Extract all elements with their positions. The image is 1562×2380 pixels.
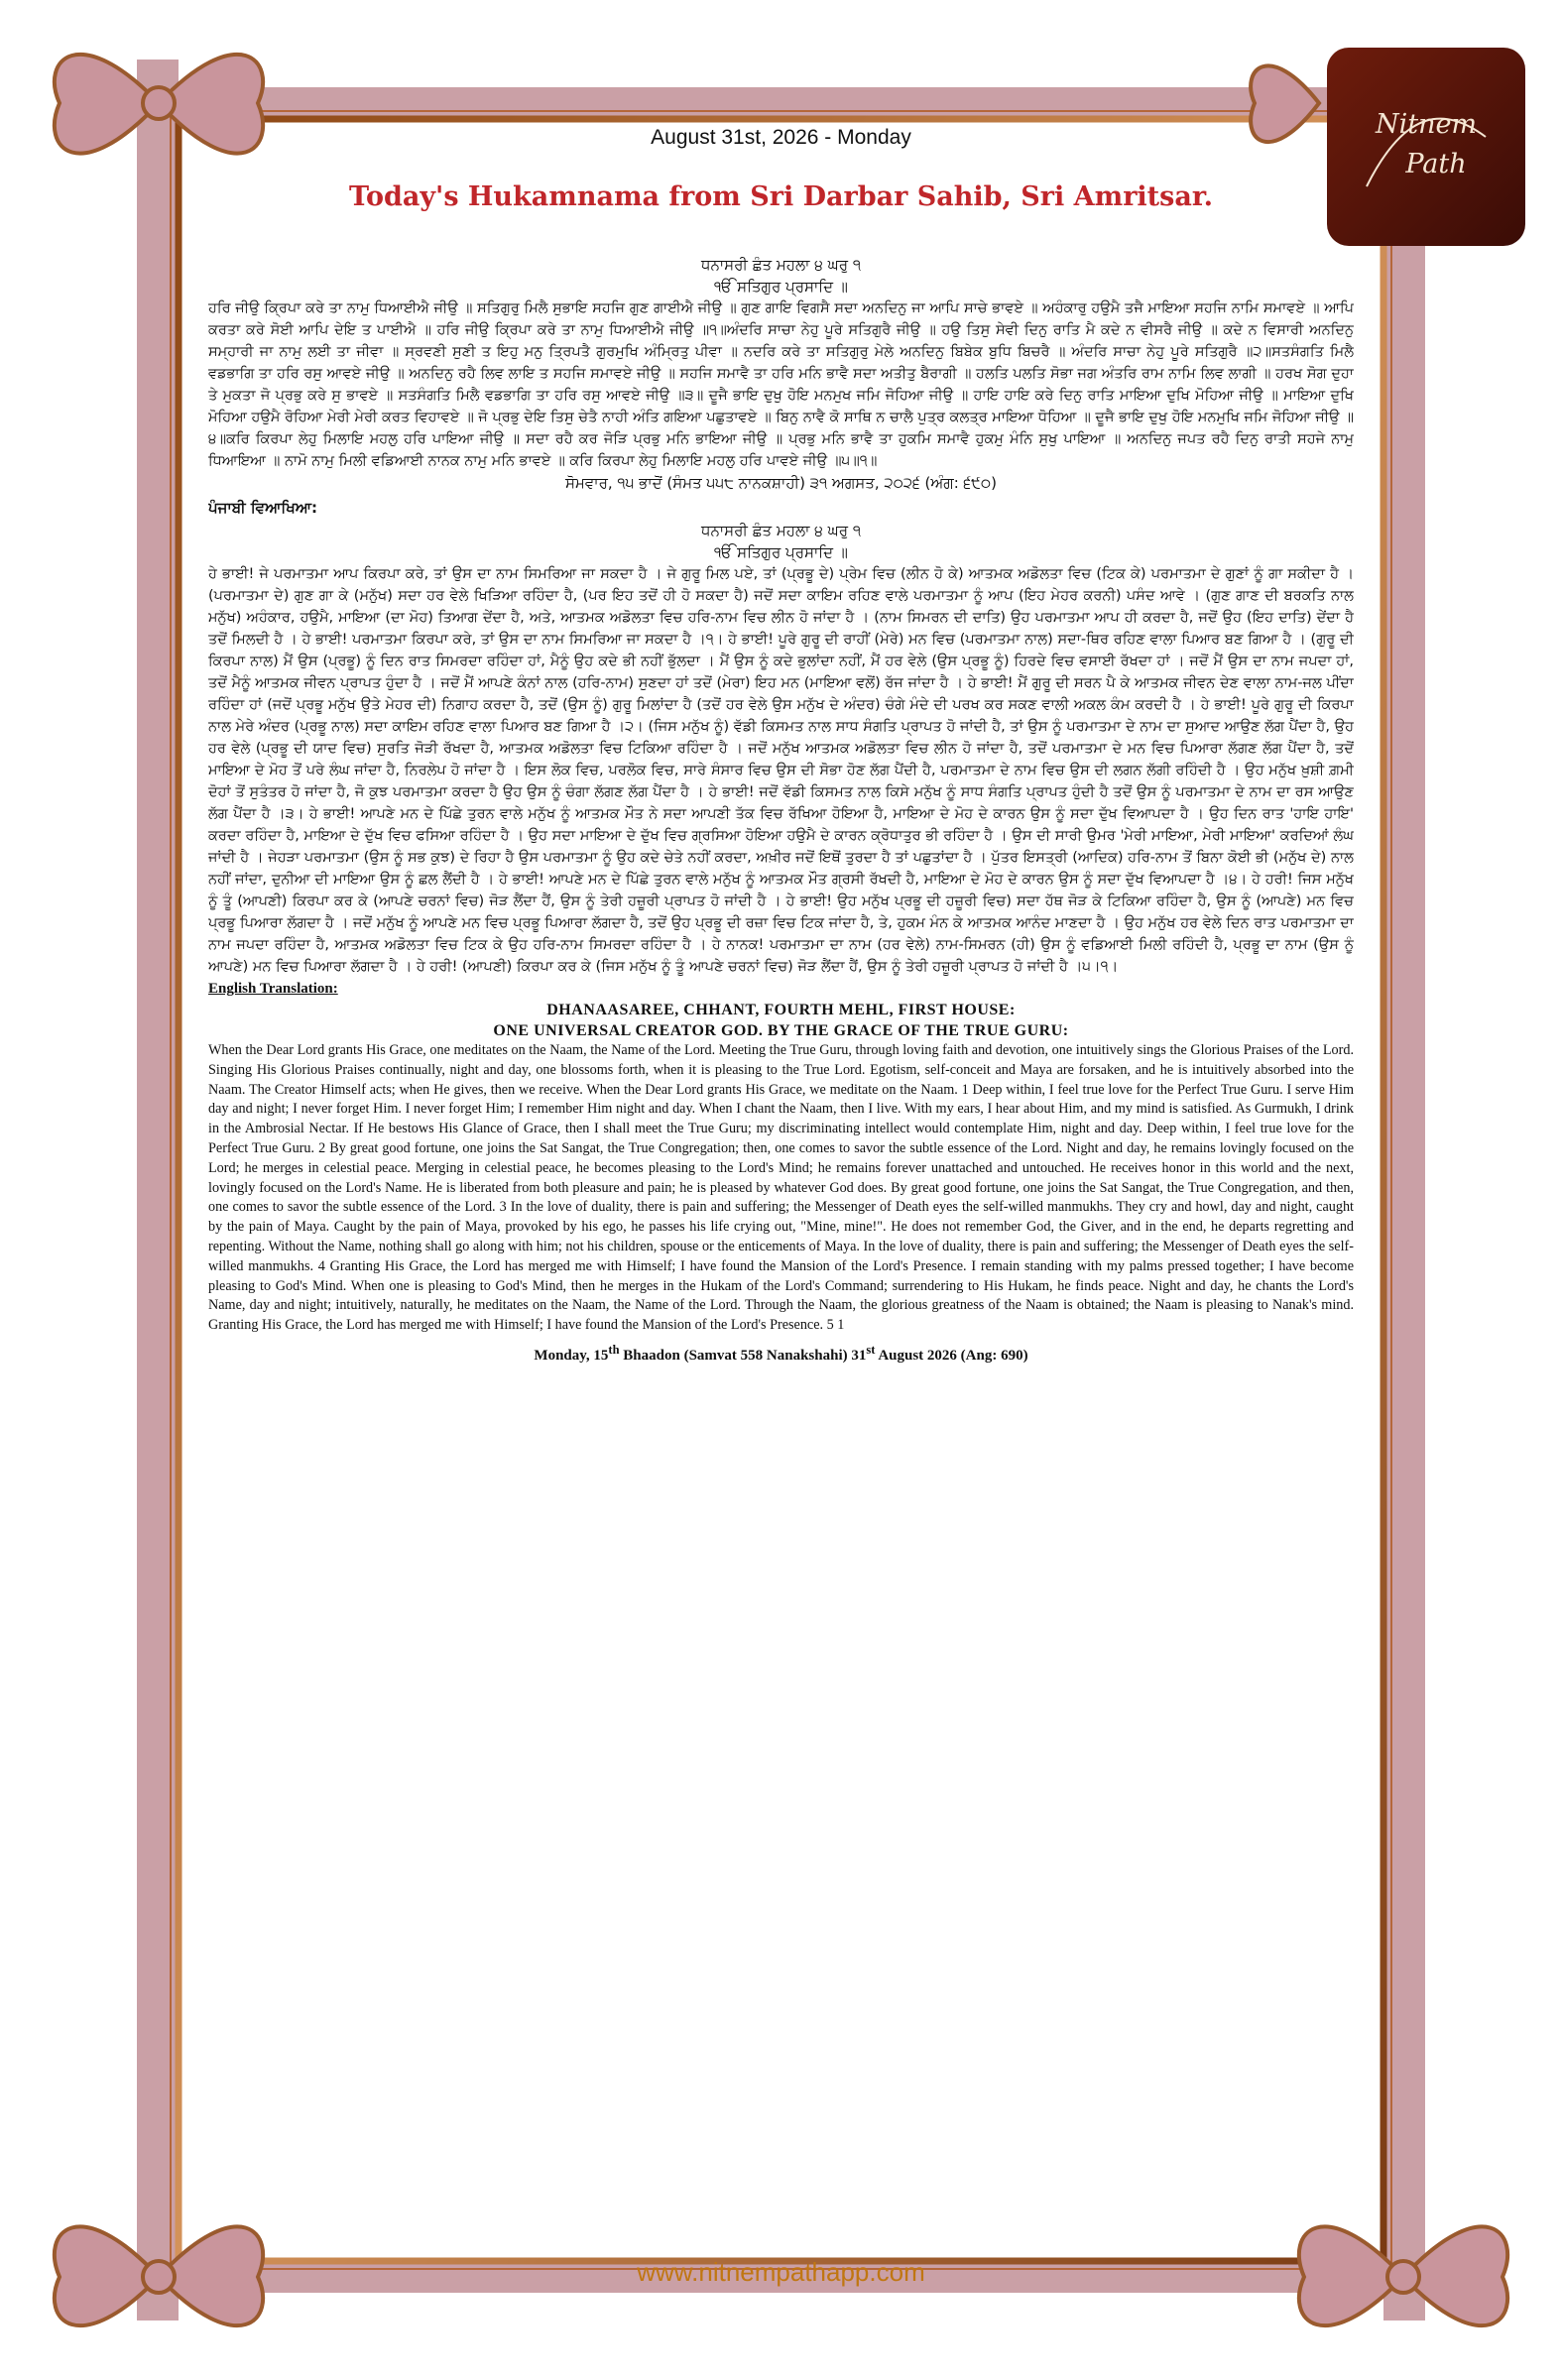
english-label: English Translation:: [208, 981, 338, 997]
logo-line2: Path: [1405, 149, 1467, 179]
english-text: When the Dear Lord grants His Grace, one meditates on the Naam, the Name of the Lord. Meeting the True Guru, through loving faith and devotion, one intuitively sings the Glorious Praises of the Lord. Singing His Glorious Praises continually, night and day, one blossoms forth, when it is pleasing to the True Lord. Egotism, self-conceit and Maya are forsaken, and he is intuitively absorbed into the Naam. The Creator Himself acts; when He gives, then we receive. When the Dear Lord grants His Grace, we meditate on the Naam. 1 Deep within, I feel true love for the Perfect True Guru. I serve Him day and night; I never forget Him. I never forget Him; I remember Him night and day. When I chant the Naam, then I live. With my ears, I hear about Him, and my mind is satisfied. As Gurmukh, I drink in the Ambrosial Nectar. If He bestows His Glance of Grace, then I shall meet the True Guru; my discriminating intellect would contemplate Him, night and day. Deep within, I feel true love for the Perfect True Guru. 2 By great good fortune, one joins the Sat Sangat, the True Congregation; then, one comes to savor the subtle essence of the Lord. Night and day, he remains lovingly focused on the Lord; he merges in celestial peace. Merging in celestial peace, he becomes pleasing to the Lord's Mind; he remains forever unattached and untouched. He receives honor in this world and the next, lovingly focused on the Lord's Name. He is liberated from both pleasure and pain; he is pleased by whatever God does. By great good fortune, one joins the Sat Sangat, the True Congregation, and then, one comes to savor the subtle essence of the Lord. 3 In the love of duality, there is pain and suffering; the Messenger of Death eyes the self-willed manmukhs. They cry and howl, day and night, caught by the pain of Maya. Caught by the pain of Maya, provoked by his ego, he passes his life crying out, "Mine, mine!". He does not remember God, the Giver, and in the end, he departs regretting and repenting. Without the Name, nothing shall go along with him; not his children, spouse or the enticements of Maya. In the love of duality, there is pain and suffering; the Messenger of Death eyes the self-willed manmukhs. 4 Granting His Grace, the Lord has merged me with Himself; I have found the Mansion of the Lord's Presence. I remain standing with my palms pressed together; I have become pleasing to God's Mind. When one is pleasing to God's Mind, then he merges in the Hukam of the Lord's Command; surrendering to His Hukam, he finds peace. Night and day, he chants the Lord's Name, day and night; intuitively, naturally, he meditates on the Naam, the Name of the Lord. Through the Naam, the glorious greatness of the Naam is obtained; the Naam is pleasing to Nanak's mind. Granting His Grace, the Lord has merged me with Himself; I have found the Mansion of the Lord's Presence. 5 1: [208, 1042, 1354, 1334]
english-section: [208, 978, 1354, 1368]
english-mool: ONE UNIVERSAL CREATOR GOD. BY THE GRACE OF THE TRUE GURU:: [493, 1022, 1069, 1039]
punjabi-section: [208, 496, 1354, 978]
logo-swirl-icon: [1357, 97, 1496, 196]
english-date: Monday, 15th Bhaadon (Samvat 558 Nanakshahi) 31st August 2026 (Ang: 690): [534, 1342, 1028, 1364]
hukamnama-content: [208, 104, 1354, 2271]
gurbani-section: [208, 254, 1354, 494]
date-header: August 31st, 2026 - Monday: [651, 126, 911, 149]
logo-line1: Nitnem: [1375, 109, 1478, 140]
nitnem-path-logo: [1327, 48, 1525, 246]
page-title: Today's Hukamnama from Sri Darbar Sahib, Sri Amritsar.: [348, 181, 1213, 212]
gurbani-heading: ਧਨਾਸਰੀ ਛੰਤ ਮਹਲਾ ੪ ਘਰੁ ੧: [701, 256, 861, 274]
gurbani-date: ਸੋਮਵਾਰ, ੧੫ ਭਾਦੋਂ (ਸੰਮਤ ੫੫੮ ਨਾਨਕਸ਼ਾਹੀ) ੩੧ ਅਗਸਤ, ੨੦੨੬ (ਅੰਗ: ੬੯੦): [565, 474, 997, 492]
gurbani-mool: ੴ ਸਤਿਗੁਰ ਪ੍ਰਸਾਦਿ ॥: [714, 278, 848, 296]
punjabi-mool: ੴ ਸਤਿਗੁਰ ਪ੍ਰਸਾਦਿ ॥: [714, 543, 848, 561]
punjabi-text: ਹੇ ਭਾਈ! ਜੇ ਪਰਮਾਤਮਾ ਆਪ ਕਿਰਪਾ ਕਰੇ, ਤਾਂ ਉਸ ਦਾ ਨਾਮ ਸਿਮਰਿਆ ਜਾ ਸਕਦਾ ਹੈ । ਜੇ ਗੁਰੂ ਮਿਲ ਪਏ, ਤਾਂ (ਪ੍ਰਭੂ ਦੇ) ਪ੍ਰੇਮ ਵਿਚ (ਲੀਨ ਹੋ ਕੇ) ਆਤਮਕ ਅਡੋਲਤਾ ਵਿਚ (ਟਿਕ ਕੇ) ਪਰਮਾਤਮਾ ਦੇ ਗੁਣਾਂ ਨੂੰ ਗਾ ਸਕੀਦਾ ਹੈ । (ਪਰਮਾਤਮਾ ਦੇ) ਗੁਣ ਗਾ ਕੇ (ਮਨੁੱਖ) ਸਦਾ ਹਰ ਵੇਲੇ ਖਿੜਿਆ ਰਹਿੰਦਾ ਹੈ, (ਪਰ ਇਹ ਤਦੋਂ ਹੀ ਹੋ ਸਕਦਾ ਹੈ) ਜਦੋਂ ਸਦਾ ਕਾਇਮ ਰਹਿਣ ਵਾਲੇ ਪਰਮਾਤਮਾ ਨੂੰ ਆਪ (ਇਹ ਮੇਹਰ ਕਰਨੀ) ਪਸੰਦ ਆਵੇ । (ਗੁਣ ਗਾਣ ਦੀ ਬਰਕਤਿ ਨਾਲ ਮਨੁੱਖ) ਅਹੰਕਾਰ, ਹਉਮੈ, ਮਾਇਆ (ਦਾ ਮੋਹ) ਤਿਆਗ ਦੇਂਦਾ ਹੈ, ਅਤੇ, ਆਤਮਕ ਅਡੋਲਤਾ ਵਿਚ ਹਰਿ-ਨਾਮ ਵਿਚ ਲੀਨ ਹੋ ਜਾਂਦਾ ਹੈ । (ਨਾਮ ਸਿਮਰਨ ਦੀ ਦਾਤਿ) ਉਹ ਪਰਮਾਤਮਾ ਆਪ ਹੀ ਕਰਦਾ ਹੈ, ਜਦੋਂ ਉਹ (ਇਹ ਦਾਤਿ) ਦੇਂਦਾ ਹੈ ਤਦੋਂ ਮਿਲਦੀ ਹੈ । ਹੇ ਭਾਈ! ਪਰਮਾਤਮਾ ਕਿਰਪਾ ਕਰੇ, ਤਾਂ ਉਸ ਦਾ ਨਾਮ ਸਿਮਰਿਆ ਜਾ ਸਕਦਾ ਹੈ ।੧। ਹੇ ਭਾਈ! ਪੂਰੇ ਗੁਰੂ ਦੀ ਰਾਹੀਂ (ਮੇਰੇ) ਮਨ ਵਿਚ (ਪਰਮਾਤਮਾ ਨਾਲ) ਸਦਾ-ਥਿਰ ਰਹਿਣ ਵਾਲਾ ਪਿਆਰ ਬਣ ਗਿਆ ਹੈ । (ਗੁਰੂ ਦੀ ਕਿਰਪਾ ਨਾਲ) ਮੈਂ ਉਸ (ਪ੍ਰਭੂ) ਨੂੰ ਦਿਨ ਰਾਤ ਸਿਮਰਦਾ ਰਹਿੰਦਾ ਹਾਂ, ਮੈਨੂੰ ਉਹ ਕਦੇ ਭੀ ਨਹੀਂ ਭੁੱਲਦਾ । ਮੈਂ ਉਸ ਨੂੰ ਕਦੇ ਭੁਲਾਂਦਾ ਨਹੀਂ, ਮੈਂ ਹਰ ਵੇਲੇ (ਉਸ ਪ੍ਰਭੂ ਨੂੰ) ਹਿਰਦੇ ਵਿਚ ਵਸਾਈ ਰੱਖਦਾ ਹਾਂ । ਜਦੋਂ ਮੈਂ ਉਸ ਦਾ ਨਾਮ ਜਪਦਾ ਹਾਂ, ਤਦੋਂ ਮੈਨੂੰ ਆਤਮਕ ਜੀਵਨ ਪ੍ਰਾਪਤ ਹੁੰਦਾ ਹੈ । ਜਦੋਂ ਮੈਂ ਆਪਣੇ ਕੰਨਾਂ ਨਾਲ (ਹਰਿ-ਨਾਮ) ਸੁਣਦਾ ਹਾਂ ਤਦੋਂ (ਮੇਰਾ) ਇਹ ਮਨ (ਮਾਇਆ ਵਲੋਂ) ਰੱਜ ਜਾਂਦਾ ਹੈ । ਹੇ ਭਾਈ! ਮੈਂ ਗੁਰੂ ਦੀ ਸਰਨ ਪੈ ਕੇ ਆਤਮਕ ਜੀਵਨ ਦੇਣ ਵਾਲਾ ਨਾਮ-ਜਲ ਪੀਂਦਾ ਰਹਿੰਦਾ ਹਾਂ (ਜਦੋਂ ਪ੍ਰਭੂ ਮਨੁੱਖ ਉਤੇ ਮੇਹਰ ਦੀ) ਨਿਗਾਹ ਕਰਦਾ ਹੈ, ਤਦੋਂ (ਉਸ ਨੂੰ) ਗੁਰੂ ਮਿਲਾਂਦਾ ਹੈ (ਤਦੋਂ ਹਰ ਵੇਲੇ ਉਸ ਮਨੁੱਖ ਦੇ ਅੰਦਰ) ਚੰਗੇ ਮੰਦੇ ਦੀ ਪਰਖ ਕਰ ਸਕਣ ਵਾਲੀ ਅਕਲ ਕੰਮ ਕਰਦੀ ਹੈ । ਹੇ ਭਾਈ! ਪੂਰੇ ਗੁਰੂ ਦੀ ਕਿਰਪਾ ਨਾਲ ਮੇਰੇ ਅੰਦਰ (ਪ੍ਰਭੂ ਨਾਲ) ਸਦਾ ਕਾਇਮ ਰਹਿਣ ਵਾਲਾ ਪਿਆਰ ਬਣ ਗਿਆ ਹੈ ।੨। (ਜਿਸ ਮਨੁੱਖ ਨੂੰ) ਵੱਡੀ ਕਿਸਮਤ ਨਾਲ ਸਾਧ ਸੰਗਤਿ ਪ੍ਰਾਪਤ ਹੋ ਜਾਂਦੀ ਹੈ, ਤਾਂ ਉਸ ਨੂੰ ਪਰਮਾਤਮਾ ਦੇ ਨਾਮ ਦਾ ਸੁਆਦ ਆਉਣ ਲੱਗ ਪੈਂਦਾ ਹੈ, ਉਹ ਹਰ ਵੇਲੇ (ਪ੍ਰਭੂ ਦੀ ਯਾਦ ਵਿਚ) ਸੁਰਤਿ ਜੋੜੀ ਰੱਖਦਾ ਹੈ, ਆਤਮਕ ਅਡੋਲਤਾ ਵਿਚ ਟਿਕਿਆ ਰਹਿੰਦਾ ਹੈ । ਜਦੋਂ ਮਨੁੱਖ ਆਤਮਕ ਅਡੋਲਤਾ ਵਿਚ ਲੀਨ ਹੋ ਜਾਂਦਾ ਹੈ, ਤਦੋਂ ਪਰਮਾਤਮਾ ਦੇ ਮਨ ਵਿਚ ਪਿਆਰਾ ਲੱਗਣ ਲੱਗ ਪੈਂਦਾ ਹੈ, ਤਦੋਂ ਮਾਇਆ ਦੇ ਮੋਹ ਤੋਂ ਪਰੇ ਲੰਘ ਜਾਂਦਾ ਹੈ, ਨਿਰਲੇਪ ਹੋ ਜਾਂਦਾ ਹੈ । ਇਸ ਲੋਕ ਵਿਚ, ਪਰਲੋਕ ਵਿਚ, ਸਾਰੇ ਸੰਸਾਰ ਵਿਚ ਉਸ ਦੀ ਸੋਭਾ ਹੋਣ ਲੱਗ ਪੈਂਦੀ ਹੈ, ਪਰਮਾਤਮਾ ਦੇ ਨਾਮ ਵਿਚ ਉਸ ਦੀ ਲਗਨ ਲੱਗੀ ਰਹਿੰਦੀ ਹੈ । ਉਹ ਮਨੁੱਖ ਖ਼ੁਸ਼ੀ ਗ਼ਮੀ ਦੋਹਾਂ ਤੋਂ ਸੁਤੰਤਰ ਹੋ ਜਾਂਦਾ ਹੈ, ਜੋ ਕੁਝ ਪਰਮਾਤਮਾ ਕਰਦਾ ਹੈ ਉਹ ਉਸ ਨੂੰ ਚੰਗਾ ਲੱਗਣ ਲੱਗ ਪੈਂਦਾ ਹੈ । ਹੇ ਭਾਈ! ਜਦੋਂ ਵੱਡੀ ਕਿਸਮਤ ਨਾਲ ਕਿਸੇ ਮਨੁੱਖ ਨੂੰ ਸਾਧ ਸੰਗਤਿ ਪ੍ਰਾਪਤ ਹੁੰਦੀ ਹੈ ਤਦੋਂ ਉਸ ਨੂੰ ਪਰਮਾਤਮਾ ਦੇ ਨਾਮ ਦਾ ਰਸ ਆਉਣ ਲੱਗ ਪੈਂਦਾ ਹੈ ।੩। ਹੇ ਭਾਈ! ਆਪਣੇ ਮਨ ਦੇ ਪਿੱਛੇ ਤੁਰਨ ਵਾਲੇ ਮਨੁੱਖ ਨੂੰ ਆਤਮਕ ਮੌਤ ਨੇ ਸਦਾ ਆਪਣੀ ਤੱਕ ਵਿਚ ਰੱਖਿਆ ਹੋਇਆ ਹੈ, ਮਾਇਆ ਦੇ ਮੋਹ ਦੇ ਕਾਰਨ ਉਸ ਨੂੰ ਸਦਾ ਦੁੱਖ ਵਿਆਪਦਾ ਹੈ । ਉਹ ਦਿਨ ਰਾਤ 'ਹਾਇ ਹਾਇ' ਕਰਦਾ ਰਹਿੰਦਾ ਹੈ, ਮਾਇਆ ਦੇ ਦੁੱਖ ਵਿਚ ਫਸਿਆ ਰਹਿੰਦਾ ਹੈ । ਉਹ ਸਦਾ ਮਾਇਆ ਦੇ ਦੁੱਖ ਵਿਚ ਗ੍ਰਸਿਆ ਹੋਇਆ ਹਉਮੈ ਦੇ ਕਾਰਨ ਕ੍ਰੋਧਾਤੁਰ ਭੀ ਰਹਿੰਦਾ ਹੈ । ਉਸ ਦੀ ਸਾਰੀ ਉਮਰ 'ਮੇਰੀ ਮਾਇਆ, ਮੇਰੀ ਮਾਇਆ' ਕਰਦਿਆਂ ਲੰਘ ਜਾਂਦੀ ਹੈ । ਜੇਹੜਾ ਪਰਮਾਤਮਾ (ਉਸ ਨੂੰ ਸਭ ਕੁਝ) ਦੇ ਰਿਹਾ ਹੈ ਉਸ ਪਰਮਾਤਮਾ ਨੂੰ ਉਹ ਕਦੇ ਚੇਤੇ ਨਹੀਂ ਕਰਦਾ, ਅਖ਼ੀਰ ਜਦੋਂ ਇਥੋਂ ਤੁਰਦਾ ਹੈ ਤਾਂ ਪਛੁਤਾਂਦਾ ਹੈ । ਪੁੱਤਰ ਇਸਤ੍ਰੀ (ਆਦਿਕ) ਹਰਿ-ਨਾਮ ਤੋਂ ਬਿਨਾ ਕੋਈ ਭੀ (ਮਨੁੱਖ ਦੇ) ਨਾਲ ਨਹੀਂ ਜਾਂਦਾ, ਦੁਨੀਆ ਦੀ ਮਾਇਆ ਉਸ ਨੂੰ ਛਲ ਲੈਂਦੀ ਹੈ । ਹੇ ਭਾਈ! ਆਪਣੇ ਮਨ ਦੇ ਪਿੱਛੇ ਤੁਰਨ ਵਾਲੇ ਮਨੁੱਖ ਨੂੰ ਆਤਮਕ ਮੌਤ ਗ੍ਰਸੀ ਰੱਖਦੀ ਹੈ, ਮਾਇਆ ਦੇ ਮੋਹ ਦੇ ਕਾਰਨ ਉਸ ਨੂੰ ਸਦਾ ਦੁੱਖ ਵਿਆਪਦਾ ਹੈ ।੪। ਹੇ ਹਰੀ! ਜਿਸ ਮਨੁੱਖ ਨੂੰ ਤੂੰ (ਆਪਣੀ) ਕਿਰਪਾ ਕਰ ਕੇ (ਆਪਣੇ ਚਰਨਾਂ ਵਿਚ) ਜੋੜ ਲੈਂਦਾ ਹੈਂ, ਉਸ ਨੂੰ ਤੇਰੀ ਹਜ਼ੂਰੀ ਪ੍ਰਾਪਤ ਹੋ ਜਾਂਦੀ ਹੈ । ਹੇ ਭਾਈ! ਉਹ ਮਨੁੱਖ ਪ੍ਰਭੂ ਦੀ ਹਜ਼ੂਰੀ ਵਿਚ) ਸਦਾ ਹੱਥ ਜੋੜ ਕੇ ਟਿਕਿਆ ਰਹਿੰਦਾ ਹੈ, ਉਸ ਨੂੰ (ਆਪਣੇ) ਮਨ ਵਿਚ ਪ੍ਰਭੂ ਪਿਆਰਾ ਲੱਗਦਾ ਹੈ । ਜਦੋਂ ਮਨੁੱਖ ਨੂੰ ਆਪਣੇ ਮਨ ਵਿਚ ਪ੍ਰਭੂ ਪਿਆਰਾ ਲੱਗਦਾ ਹੈ, ਤਦੋਂ ਉਹ ਪ੍ਰਭੂ ਦੀ ਰਜ਼ਾ ਵਿਚ ਟਿਕ ਜਾਂਦਾ ਹੈ, ਤੇ, ਹੁਕਮ ਮੰਨ ਕੇ ਆਤਮਕ ਆਨੰਦ ਮਾਣਦਾ ਹੈ । ਉਹ ਮਨੁੱਖ ਹਰ ਵੇਲੇ ਦਿਨ ਰਾਤ ਪਰਮਾਤਮਾ ਦਾ ਨਾਮ ਜਪਦਾ ਰਹਿੰਦਾ ਹੈ, ਆਤਮਕ ਅਡੋਲਤਾ ਵਿਚ ਟਿਕ ਕੇ ਉਹ ਹਰਿ-ਨਾਮ ਸਿਮਰਦਾ ਰਹਿੰਦਾ ਹੈ । ਹੇ ਨਾਨਕ! ਪਰਮਾਤਮਾ ਦਾ ਨਾਮ (ਹਰ ਵੇਲੇ) ਨਾਮ-ਸਿਮਰਨ (ਹੀ) ਉਸ ਨੂੰ ਵਡਿਆਈ ਮਿਲੀ ਰਹਿੰਦੀ ਹੈ, ਪ੍ਰਭੂ ਦਾ ਨਾਮ (ਉਸ ਨੂੰ ਆਪਣੇ) ਮਨ ਵਿਚ ਪਿਆਰਾ ਲੱਗਦਾ ਹੈ । ਹੇ ਹਰੀ! (ਆਪਣੀ) ਕਿਰਪਾ ਕਰ ਕੇ (ਜਿਸ ਮਨੁੱਖ ਨੂੰ ਤੂੰ ਆਪਣੇ ਚਰਨਾਂ ਵਿਚ) ਜੋੜ ਲੈਂਦਾ ਹੈਂ, ਉਸ ਨੂੰ ਤੇਰੀ ਹਜ਼ੂਰੀ ਪ੍ਰਾਪਤ ਹੋ ਜਾਂਦੀ ਹੈ ।੫।੧।: [208, 566, 1354, 975]
english-heading: DHANAASAREE, CHHANT, FOURTH MEHL, FIRST HOUSE:: [546, 1002, 1016, 1018]
ribbon-right: [1383, 60, 1425, 2320]
gurbani-text: ਹਰਿ ਜੀਉ ਕ੍ਰਿਪਾ ਕਰੇ ਤਾ ਨਾਮੁ ਧਿਆਈਐ ਜੀਉ ॥ ਸਤਿਗੁਰੁ ਮਿਲੈ ਸੁਭਾਇ ਸਹਜਿ ਗੁਣ ਗਾਈਐ ਜੀਉ ॥ ਗੁਣ ਗਾਇ ਵਿਗਸੈ ਸਦਾ ਅਨਦਿਨੁ ਜਾ ਆਪਿ ਸਾਚੇ ਭਾਵਏ ॥ ਅਹੰਕਾਰੁ ਹਉਮੈ ਤਜੈ ਮਾਇਆ ਸਹਜਿ ਨਾਮਿ ਸਮਾਵਏ ॥ ਆਪਿ ਕਰਤਾ ਕਰੇ ਸੋਈ ਆਪਿ ਦੇਇ ਤ ਪਾਈਐ ॥ ਹਰਿ ਜੀਉ ਕ੍ਰਿਪਾ ਕਰੇ ਤਾ ਨਾਮੁ ਧਿਆਈਐ ਜੀਉ ॥੧॥ਅੰਦਰਿ ਸਾਚਾ ਨੇਹੁ ਪੂਰੇ ਸਤਿਗੁਰੈ ਜੀਉ ॥ ਹਉ ਤਿਸੁ ਸੇਵੀ ਦਿਨੁ ਰਾਤਿ ਮੈ ਕਦੇ ਨ ਵੀਸਰੈ ਜੀਉ ॥ ਕਦੇ ਨ ਵਿਸਾਰੀ ਅਨਦਿਨੁ ਸਮ੍ਹਾਰੀ ਜਾ ਨਾਮੁ ਲਈ ਤਾ ਜੀਵਾ ॥ ਸ੍ਰਵਣੀ ਸੁਣੀ ਤ ਇਹੁ ਮਨੁ ਤ੍ਰਿਪਤੈ ਗੁਰਮੁਖਿ ਅੰਮ੍ਰਿਤੁ ਪੀਵਾ ॥ ਨਦਰਿ ਕਰੇ ਤਾ ਸਤਿਗੁਰੁ ਮੇਲੇ ਅਨਦਿਨੁ ਬਿਬੇਕ ਬੁਧਿ ਬਿਚਰੈ ॥ ਅੰਦਰਿ ਸਾਚਾ ਨੇਹੁ ਪੂਰੇ ਸਤਿਗੁਰੈ ॥੨॥ਸਤਸੰਗਤਿ ਮਿਲੈ ਵਡਭਾਗਿ ਤਾ ਹਰਿ ਰਸੁ ਆਵਏ ਜੀਉ ॥ ਅਨਦਿਨੁ ਰਹੈ ਲਿਵ ਲਾਇ ਤ ਸਹਜਿ ਸਮਾਵਏ ਜੀਉ ॥ ਸਹਜਿ ਸਮਾਵੈ ਤਾ ਹਰਿ ਮਨਿ ਭਾਵੈ ਸਦਾ ਅਤੀਤੁ ਬੈਰਾਗੀ ॥ ਹਲਤਿ ਪਲਤਿ ਸੋਭਾ ਜਗ ਅੰਤਰਿ ਰਾਮ ਨਾਮਿ ਲਿਵ ਲਾਗੀ ॥ ਹਰਖ ਸੋਗ ਦੁਹਾ ਤੇ ਮੁਕਤਾ ਜੋ ਪ੍ਰਭੁ ਕਰੇ ਸੁ ਭਾਵਏ ॥ ਸਤਸੰਗਤਿ ਮਿਲੈ ਵਡਭਾਗਿ ਤਾ ਹਰਿ ਰਸੁ ਆਵਏ ਜੀਉ ॥੩॥ ਦੂਜੈ ਭਾਇ ਦੁਖੁ ਹੋਇ ਮਨਮੁਖ ਜਮਿ ਜੋਹਿਆ ਜੀਉ ॥ ਹਾਇ ਹਾਇ ਕਰੇ ਦਿਨੁ ਰਾਤਿ ਮਾਇਆ ਦੁਖਿ ਮੋਹਿਆ ਜੀਉ ॥ ਮਾਇਆ ਦੁਖਿ ਮੋਹਿਆ ਹਉਮੈ ਰੋਹਿਆ ਮੇਰੀ ਮੇਰੀ ਕਰਤ ਵਿਹਾਵਏ ॥ ਜੋ ਪ੍ਰਭੁ ਦੇਇ ਤਿਸੁ ਚੇਤੈ ਨਾਹੀ ਅੰਤਿ ਗਇਆ ਪਛੁਤਾਵਏ ॥ ਬਿਨੁ ਨਾਵੈ ਕੋ ਸਾਥਿ ਨ ਚਾਲੈ ਪੁਤ੍ਰ ਕਲਤ੍ਰ ਮਾਇਆ ਧੋਹਿਆ ॥ ਦੂਜੈ ਭਾਇ ਦੁਖੁ ਹੋਇ ਮਨਮੁਖਿ ਜਮਿ ਜੋਹਿਆ ਜੀਉ ॥੪॥ਕਰਿ ਕਿਰਪਾ ਲੇਹੁ ਮਿਲਾਇ ਮਹਲੁ ਹਰਿ ਪਾਇਆ ਜੀਉ ॥ ਸਦਾ ਰਹੈ ਕਰ ਜੋੜਿ ਪ੍ਰਭੁ ਮਨਿ ਭਾਇਆ ਜੀਉ ॥ ਪ੍ਰਭੁ ਮਨਿ ਭਾਵੈ ਤਾ ਹੁਕਮਿ ਸਮਾਵੈ ਹੁਕਮੁ ਮੰਨਿ ਸੁਖੁ ਪਾਇਆ ॥ ਅਨਦਿਨੁ ਜਪਤ ਰਹੈ ਦਿਨੁ ਰਾਤੀ ਸਹਜੇ ਨਾਮੁ ਧਿਆਇਆ ॥ ਨਾਮੋ ਨਾਮੁ ਮਿਲੀ ਵਡਿਆਈ ਨਾਨਕ ਨਾਮੁ ਮਨਿ ਭਾਵਏ ॥ ਕਰਿ ਕਿਰਪਾ ਲੇਹੁ ਮਿਲਾਇ ਮਹਲੁ ਹਰਿ ਪਾਵਏ ਜੀਉ ॥੫॥੧॥: [208, 300, 1354, 469]
punjabi-label: ਪੰਜਾਬੀ ਵਿਆਖਿਆ:: [208, 499, 318, 517]
website-link[interactable]: www.nitnempathapp.com: [637, 2257, 925, 2287]
ribbon-left: [137, 60, 179, 2320]
punjabi-heading: ਧਨਾਸਰੀ ਛੰਤ ਮਹਲਾ ੪ ਘਰੁ ੧: [701, 522, 861, 539]
